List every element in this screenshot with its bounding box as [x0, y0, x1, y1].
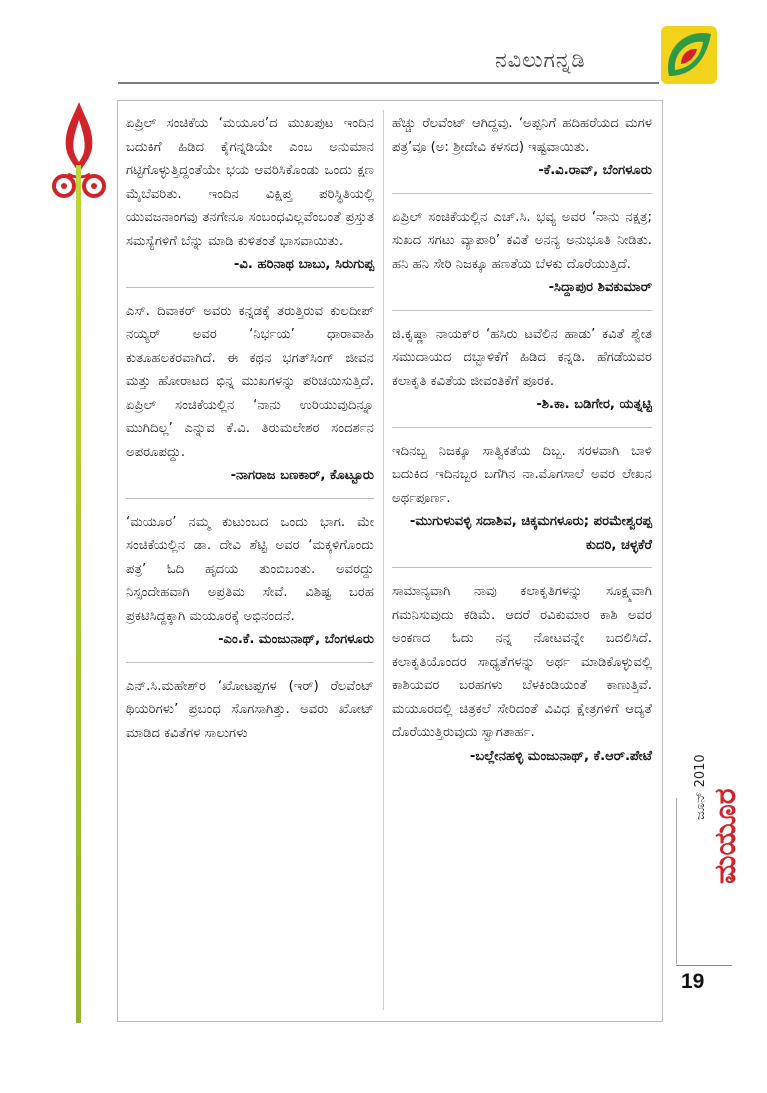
peacock-feather-logo-icon: [655, 20, 721, 90]
page-number-rule: [676, 965, 732, 966]
letter-text: ಏಪ್ರಿಲ್ ಸಂಚಿಕೆಯ ‘ಮಯೂರ’ದ ಮುಖಪುಟ ಇಂದಿನ ಬದುಕಿಗೆ ಹಿಡಿದ ಕೈಗನ್ನಡಿಯೇ ಎಂಬ ಅನುಮಾನ ಗಟ್ಟಿಗೊಳ್ಳುತ್ತಿದ್ದಂತೆಯೇ ಭಯ ಆವರಿಸಿಕೊಂಡು ಒಂದು ಕ್ಷಣ ಮೈಬೆವರಿತು. ಇಂದಿನ ವಿಕ್ಷಿಪ್ತ ಪರಿಸ್ಥಿತಿಯಲ್ಲಿ ಯುವಜನಾಂಗವು ತನಗೇನೂ ಸಂಬಂಧವಿಲ್ಲವೆಂಬಂತೆ ಪ್ರಸ್ತುತ ಸಮಸ್ಯೆಗಳಿಗೆ ಬೆನ್ನು ಮಾಡಿ ಕುಳಿತಂತೆ ಭಾಸವಾಯಿತು.: [126, 116, 374, 249]
letter-entry: [392, 440, 652, 558]
letter-separator: [392, 310, 652, 311]
letter-separator: [126, 662, 374, 663]
letter-signature: -ಕೆ.ವಿ.ರಾವ್, ಬೆಂಗಳೂರು: [538, 163, 652, 178]
letter-separator: [126, 287, 374, 288]
page-number: 19: [681, 970, 705, 993]
letter-text: ಎಸ್. ದಿವಾಕರ್ ಅವರು ಕನ್ನಡಕ್ಕೆ ತರುತ್ತಿರುವ ಕುಲದೀಪ್ ನಯ್ಯರ್ ಅವರ ‘ನಿರ್ಭಯ’ ಧಾರಾವಾಹಿ ಕುತೂಹಲಕರವಾಗಿದೆ. ಈ ಕಥನ ಭಗತ್‌ಸಿಂಗ್ ಜೀವನ ಮತ್ತು ಹೋರಾಟದ ಭಿನ್ನ ಮುಖಗಳನ್ನು ಪರಿಚಯಿಸುತ್ತಿದೆ. ಏಪ್ರಿಲ್ ಸಂಚಿಕೆಯಲ್ಲಿನ ‘ನಾನು ಉರಿಯುವುದಿನ್ನೂ ಮುಗಿದಿಲ್ಲ’ ಎನ್ನುವ ಕೆ.ವಿ. ತಿರುಮಲೇಶರ ಸಂದರ್ಶನ ಅಪರೂಪದ್ದು.: [126, 303, 374, 460]
letter-signature: -ಎಂ.ಕೆ. ಮಂಜುನಾಥ್, ಬೆಂಗಳೂರು: [218, 632, 374, 647]
letter-separator: [392, 427, 652, 428]
letter-separator: [126, 498, 374, 499]
letter-text: ‘ಮಯೂರ’ ನಮ್ಮ ಕುಟುಂಬದ ಒಂದು ಭಾಗ. ಮೇ ಸಂಚಿಕೆಯಲ್ಲಿನ ಡಾ. ದೇವಿ ಶೆಟ್ಟಿ ಅವರ ‘ಮಕ್ಕಳಿಗೊಂದು ಪತ್ರ’ ಓದಿ ಹೃದಯ ತುಂಬಿಬಂತು. ಅವರದ್ದು ನಿಸ್ಸಂದೇಹವಾಗಿ ಅಪ್ರತಿಮ ಸೇವೆ. ವಿಶಿಷ್ಟ ಬರಹ ಪ್ರಕಟಿಸಿದ್ದಕ್ಕಾಗಿ ಮಯೂರಕ್ಕೆ ಅಭಿನಂದನೆ.: [126, 514, 374, 624]
letter-entry: [126, 300, 374, 488]
letter-signature: -ವಿ. ಹರಿನಾಥ ಬಾಬು, ಸಿರುಗುಪ್ಪ: [233, 257, 374, 272]
left-column: [126, 112, 374, 745]
letter-signature: -ಸಿದ್ದಾಪುರ ಶಿವಕುಮಾರ್: [548, 280, 652, 295]
letter-signature: -ಮುಗುಳುವಳ್ಳಿ ಸದಾಶಿವ, ಚಿಕ್ಕಮಗಳೂರು; ಪರಮೇಶ್ವರಪ್ಪ ಕುದರಿ, ಚಳ್ಳಕೆರೆ: [409, 514, 652, 553]
letter-entry: [392, 323, 652, 417]
letter-text: ಇದಿನಬ್ಬ ನಿಜಕ್ಕೂ ಸಾತ್ವಿಕತೆಯ ದಿಬ್ಬ. ಸರಳವಾಗಿ ಬಾಳಿ ಬದುಕಿದ ಇದಿನಬ್ಬರ ಬಗೆಗಿನ ನಾ.ಮೊಗಸಾಲೆ ಅವರ ಲೇಖನ ಅರ್ಥಪೂರ್ಣ.: [392, 443, 652, 506]
issue-date: ಜೂನ್ 2010: [693, 754, 708, 820]
letter-text: ಸಾಮಾನ್ಯವಾಗಿ ನಾವು ಕಲಾಕೃತಿಗಳನ್ನು ಸೂಕ್ಷ್ಮವಾಗಿ ಗಮನಿಸುವುದು ಕಡಿಮೆ. ಆದರೆ ರವಿಕುಮಾರ ಕಾಶಿ ಅವರ ಅಂಕಣದ ಓದು ನನ್ನ ನೋಟವನ್ನೇ ಬದಲಿಸಿದೆ. ಕಲಾಕೃತಿಯೊಂದರ ಸಾಧ್ಯತೆಗಳನ್ನು ಅರ್ಥ ಮಾಡಿಕೊಳ್ಳುವಲ್ಲಿ ಕಾಶಿಯವರ ಬರಹಗಳು ಬೆಳಕಿಂಡಿಯಂತೆ ಕಾಣುತ್ತಿವೆ. ಮಯೂರದಲ್ಲಿ ಚಿತ್ರಕಲೆ ಸೇರಿದಂತೆ ವಿವಿಧ ಕ್ಷೇತ್ರಗಳಿಗೆ ಆದ್ಯತೆ ದೊರೆಯುತ್ತಿರುವುದು ಸ್ವಾಗತಾರ್ಹ.: [392, 584, 652, 740]
section-title: ನವಿಲುಗನ್ನಡಿ: [495, 48, 586, 72]
letter-separator: [392, 567, 652, 568]
header-rule: [118, 82, 659, 84]
magazine-name: ಮಯೂರ: [708, 788, 743, 884]
letter-entry: [126, 675, 374, 746]
letter-entry: [126, 511, 374, 652]
decorative-stem: [76, 165, 81, 1023]
letter-entry: [392, 112, 652, 183]
letter-text: ಏಪ್ರಿಲ್ ಸಂಚಿಕೆಯಲ್ಲಿನ ಎಚ್.ಸಿ. ಭವ್ಯ ಅವರ ‘ನಾನು ನಕ್ಷತ್ರ; ಸುಖದ ಸಗಟು ವ್ಯಾಪಾರಿ’ ಕವಿತೆ ಅನನ್ಯ ಅನುಭೂತಿ ನೀಡಿತು. ಹನಿ ಹನಿ ಸೇರಿ ನಿಜಕ್ಕೂ ಹಣತೆಯ ಬೆಳಕು ದೊರೆಯುತ್ತಿದೆ.: [392, 209, 652, 272]
letter-signature: -ನಾಗರಾಜ ಬಣಕಾರ್, ಕೊಟ್ಟೂರು: [230, 468, 374, 483]
column-divider: [383, 110, 384, 1010]
letter-text: ಜಿ.ಕೃಷ್ಣಾ ನಾಯಕ್‌ರ ‘ಹಸಿರು ಟವೆಲಿನ ಹಾಡು’ ಕವಿತೆ ಶ್ವೇತ ಸಮುದಾಯದ ದಬ್ಬಾಳಿಕೆಗೆ ಹಿಡಿದ ಕನ್ನಡಿ. ಹೆಗಡೆಯವರ ಕಲಾಕೃತಿ ಕವಿತೆಯ ಜೀವಂತಿಕೆಗೆ ಪೂರಕ.: [392, 326, 652, 389]
sidebar-rule: [676, 798, 677, 964]
letter-separator: [392, 193, 652, 194]
letter-signature: -ಬಲ್ಲೇನಹಳ್ಳಿ ಮಂಜುನಾಥ್, ಕೆ.ಆರ್.ಪೇಟೆ: [469, 748, 652, 764]
right-column: [392, 112, 652, 768]
letter-text: ಎನ್.ಸಿ.ಮಹೇಶ್‌ರ ‘ಖೋಟಪ್ಪಗಳ (ಇರ್) ರೆಲವೆಂಟ್ ಥಿಯರಿಗಳು’ ಪ್ರಬಂಧ ಸೊಗಸಾಗಿತ್ತು. ಅವರು ಖೋಟ್ ಮಾಡಿದ ಕವಿತೆಗಳ ಸಾಲುಗಳು: [126, 678, 374, 741]
letter-entry: [392, 580, 652, 768]
letter-text: ಹೆಚ್ಚು ರೆಲವೆಂಟ್ ಆಗಿದ್ದವು. ‘ಅಪ್ಪನಿಗೆ ಹದಿಹರೆಯದ ಮಗಳ ಪತ್ರ’ವೂ (ಅ: ಶ್ರೀದೇವಿ ಕಳಸದ) ಇಷ್ಟವಾಯಿತು.: [392, 116, 652, 155]
letter-signature: -ಶಿ.ಕಾ. ಬಡಿಗೇರ, ಯತ್ನಟ್ಟಿ: [536, 397, 652, 412]
letter-entry: [126, 112, 374, 277]
letter-entry: [392, 206, 652, 300]
